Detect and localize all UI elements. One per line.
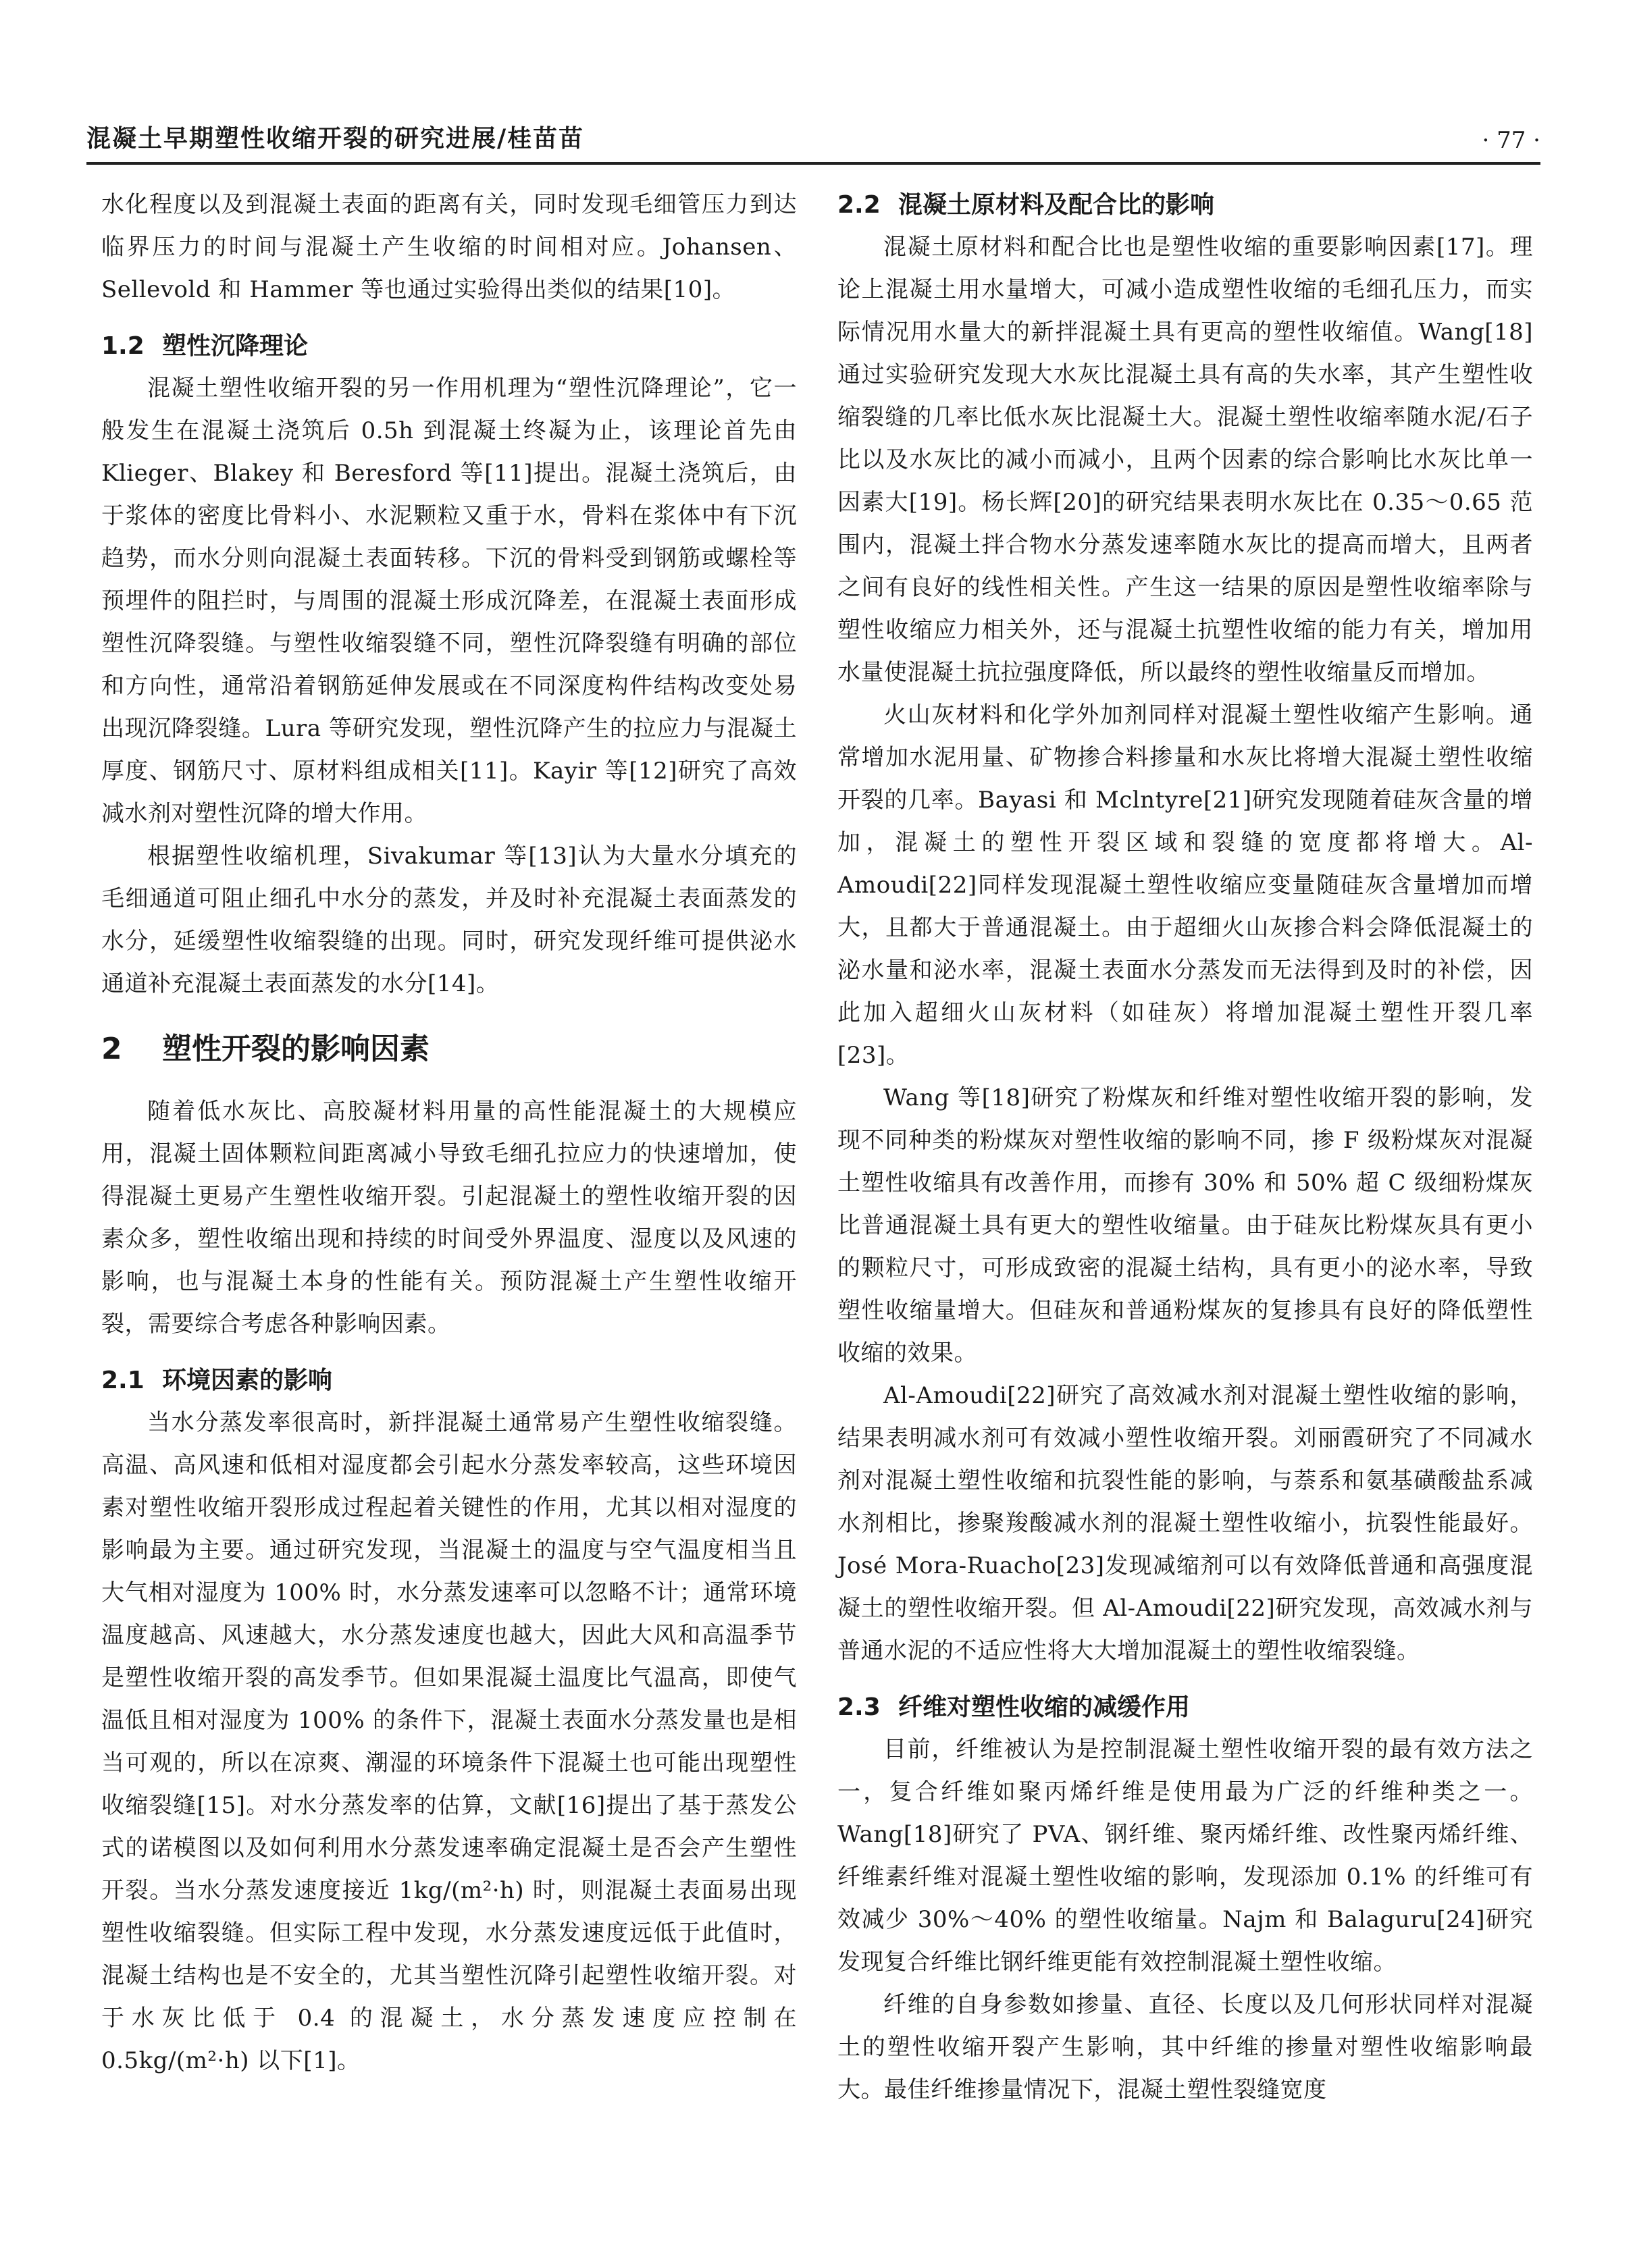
section-number: 2.1	[101, 1367, 145, 1394]
section-heading-2-3	[837, 1686, 1533, 1729]
section-heading-2	[101, 1026, 797, 1073]
running-title: 混凝土早期塑性收缩开裂的研究进展/桂苗苗	[86, 124, 585, 153]
page-number: · 77 ·	[1482, 127, 1540, 154]
section-title: 塑性开裂的影响因素	[162, 1032, 430, 1066]
paragraph-superplasticizer: Al-Amoudi[22]研究了高效减水剂对混凝土塑性收缩的影响，结果表明减水剂可有效减小塑性收缩开裂。刘丽霞研究了不同减水剂对混凝土塑性收缩和抗裂性能的影响，与萘系和氨基磺酸盐系减水剂相比，掺聚羧酸减水剂的混凝土塑性收缩小，抗裂性能最好。José Mora-Ruacho[23]发现减缩剂可以有效降低普通和高强度混凝土的塑性收缩开裂。但 Al-Amoudi[22]研究发现，高效减水剂与普通水泥的不适应性将大大增加混凝土的塑性收缩裂缝。	[837, 1382, 1533, 1664]
paragraph-influencing-factors: 随着低水灰比、高胶凝材料用量的高性能混凝土的大规模应用，混凝土固体颗粒间距离减小导致毛细孔拉应力的快速增加，使得混凝土更易产生塑性收缩开裂。引起混凝土的塑性收缩开裂的因素众多，塑性收缩出现和持续的时间受外界温度、湿度以及风速的影响，也与混凝土本身的性能有关。预防混凝土产生塑性收缩开裂，需要综合考虑各种影响因素。	[101, 1098, 797, 1338]
section-number: 2	[101, 1032, 122, 1066]
section-title: 纤维对塑性收缩的减缓作用	[898, 1693, 1191, 1721]
paragraph-pozzolan: 火山灰材料和化学外加剂同样对混凝土塑性收缩产生影响。通常增加水泥用量、矿物掺合料掺量和水灰比将增大混凝土塑性收缩开裂的几率。Bayasi 和 Mclntyre[21]研究发现随着硅灰含量的增加，混凝土的塑性开裂区域和裂缝的宽度都将增大。Al-Amoudi[22]同样发现混凝土塑性收缩应变量随硅灰含量增加而增大，且都大于普通混凝土。由于超细火山灰掺合料会降低混凝土的泌水量和泌水率，混凝土表面水分蒸发而无法得到及时的补偿，因此加入超细火山灰材料（如硅灰）将增加混凝土塑性开裂几率[23]。	[837, 702, 1533, 1069]
section-title: 塑性沉降理论	[162, 332, 309, 360]
section-heading-1-2	[101, 325, 797, 367]
paragraph-plastic-settlement: 混凝土塑性收缩开裂的另一作用机理为“塑性沉降理论”，它一般发生在混凝土浇筑后 0.5h 到混凝土终凝为止，该理论首先由 Klieger、Blakey 和 Beresford 等[11]提出。混凝土浇筑后，由于浆体的密度比骨料小、水泥颗粒又重于水，骨料在浆体中有下沉趋势，而水分则向混凝土表面转移。下沉的骨料受到钢筋或螺栓等预埋件的阻拦时，与周围的混凝土形成沉降差，在混凝土表面形成塑性沉降裂缝。与塑性收缩裂缝不同，塑性沉降裂缝有明确的部位和方向性，通常沿着钢筋延伸发展或在不同深度构件结构改变处易出现沉降裂缝。Lura 等研究发现，塑性沉降产生的拉应力与混凝土厚度、钢筋尺寸、原材料组成相关[11]。Kayir 等[12]研究了高效减水剂对塑性沉降的增大作用。	[101, 375, 797, 827]
section-title: 混凝土原材料及配合比的影响	[898, 191, 1215, 219]
running-header	[86, 115, 1540, 165]
paragraph-environment: 当水分蒸发率很高时，新拌混凝土通常易产生塑性收缩裂缝。高温、高风速和低相对湿度都会引起水分蒸发率较高，这些环境因素对塑性收缩开裂形成过程起着关键性的作用，尤其以相对湿度的影响最为主要。通过研究发现，当混凝土的温度与空气温度相当且大气相对湿度为 100% 时，水分蒸发速率可以忽略不计；通常环境温度越高、风速越大，水分蒸发速度也越大，因此大风和高温季节是塑性收缩开裂的高发季节。但如果混凝土温度比气温高，即使气温低且相对湿度为 100% 的条件下，混凝土表面水分蒸发量也是相当可观的，所以在凉爽、潮湿的环境条件下混凝土也可能出现塑性收缩裂缝[15]。对水分蒸发率的估算，文献[16]提出了基于蒸发公式的诺模图以及如何利用水分蒸发速率确定混凝土是否会产生塑性开裂。当水分蒸发速度接近 1kg/(m²·h) 时，则混凝土表面易出现塑性收缩裂缝。但实际工程中发现，水分蒸发速度远低于此值时，混凝土结构也是不安全的，尤其当塑性沉降引起塑性收缩开裂。对于水灰比低于 0.4 的混凝土，水分蒸发速度应控制在 0.5kg/(m²·h) 以下[1]。	[101, 1409, 797, 2074]
paragraph-continued: 水化程度以及到混凝土表面的距离有关，同时发现毛细管压力到达临界压力的时间与混凝土产生收缩的时间相对应。Johansen、Sellevold 和 Hammer 等也通过实验得出类似的结果[10]。	[101, 191, 797, 303]
paragraph-mix-proportion: 混凝土原材料和配合比也是塑性收缩的重要影响因素[17]。理论上混凝土用水量增大，可减小造成塑性收缩的毛细孔压力，而实际情况用水量大的新拌混凝土具有更高的塑性收缩值。Wang[18]通过实验研究发现大水灰比混凝土具有高的失水率，其产生塑性收缩裂缝的几率比低水灰比混凝土大。混凝土塑性收缩率随水泥/石子比以及水灰比的减小而减小，且两个因素的综合影响比水灰比单一因素大[19]。杨长辉[20]的研究结果表明水灰比在 0.35～0.65 范围内，混凝土拌合物水分蒸发速率随水灰比的提高而增大，且两者之间有良好的线性相关性。产生这一结果的原因是塑性收缩率除与塑性收缩应力相关外，还与混凝土抗塑性收缩的能力有关，增加用水量使混凝土抗拉强度降低，所以最终的塑性收缩量反而增加。	[837, 234, 1533, 686]
section-number: 1.2	[101, 332, 145, 360]
paragraph-fly-ash: Wang 等[18]研究了粉煤灰和纤维对塑性收缩开裂的影响，发现不同种类的粉煤灰对塑性收缩的影响不同，掺 F 级粉煤灰对混凝土塑性收缩具有改善作用，而掺有 30% 和 50% 超 C 级细粉煤灰比普通混凝土具有更大的塑性收缩量。由于硅灰比粉煤灰具有更小的颗粒尺寸，可形成致密的混凝土结构，具有更小的泌水率，导致塑性收缩量增大。但硅灰和普通粉煤灰的复掺具有良好的降低塑性收缩的效果。	[837, 1084, 1533, 1367]
section-number: 2.3	[837, 1693, 881, 1721]
paragraph-fiber-parameters: 纤维的自身参数如掺量、直径、长度以及几何形状同样对混凝土的塑性收缩开裂产生影响，其中纤维的掺量对塑性收缩影响最大。最佳纤维掺量情况下，混凝土塑性裂缝宽度	[837, 1991, 1533, 2103]
section-number: 2.2	[837, 191, 881, 219]
paragraph-sivakumar: 根据塑性收缩机理，Sivakumar 等[13]认为大量水分填充的毛细通道可阻止细孔中水分的蒸发，并及时补充混凝土表面蒸发的水分，延缓塑性收缩裂缝的出现。同时，研究发现纤维可提供泌水通道补充混凝土表面蒸发的水分[14]。	[101, 843, 797, 997]
right-column	[837, 184, 1533, 2111]
paragraph-fiber-effect: 目前，纤维被认为是控制混凝土塑性收缩开裂的最有效方法之一，复合纤维如聚丙烯纤维是使用最为广泛的纤维种类之一。Wang[18]研究了 PVA、钢纤维、聚丙烯纤维、改性聚丙烯纤维、纤维素纤维对混凝土塑性收缩的影响，发现添加 0.1% 的纤维可有效减少 30%～40% 的塑性收缩量。Najm 和 Balaguru[24]研究发现复合纤维比钢纤维更能有效控制混凝土塑性收缩。	[837, 1736, 1533, 1976]
left-column	[101, 184, 797, 2082]
section-heading-2-1	[101, 1359, 797, 1402]
section-heading-2-2	[837, 184, 1533, 226]
section-title: 环境因素的影响	[162, 1367, 333, 1394]
